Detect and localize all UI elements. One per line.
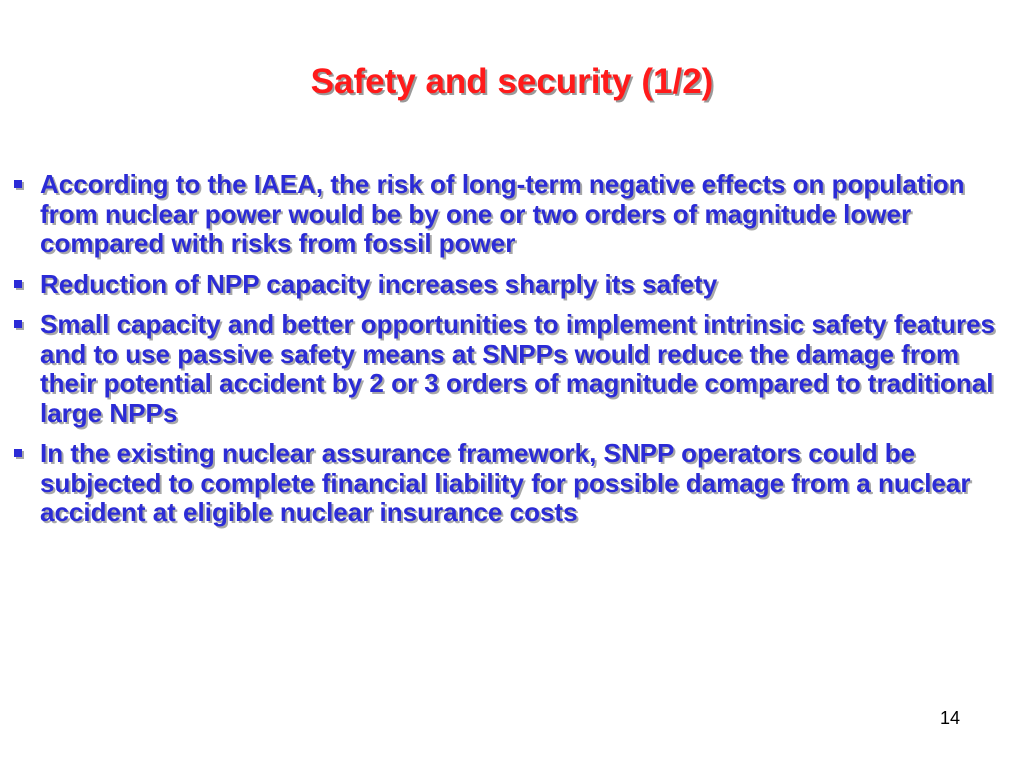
square-bullet-icon <box>14 449 22 457</box>
bullet-item <box>10 170 1010 259</box>
slide-title: Safety and security (1/2) <box>310 62 714 101</box>
square-bullet-icon <box>14 180 22 188</box>
bullet-text: In the existing nuclear assurance framework, SNPP operators could be subjected to complete financial liability for possible damage from a nuclear accident at eligible nuclear insurance costs <box>40 438 971 527</box>
bullet-text: According to the IAEA, the risk of long-term negative effects on population from nuclear power would be by one or two orders of magnitude lower compared with risks from fossil power <box>40 169 965 258</box>
bullet-text: Small capacity and better opportunities to implement intrinsic safety features and to use passive safety means at SNPPs would reduce the damage from their potential accident by 2 or 3 orders of magnitude compared to traditional large NPPs <box>40 309 996 428</box>
square-bullet-icon <box>14 280 22 288</box>
square-bullet-icon <box>14 320 22 328</box>
page-number: 14 <box>939 708 960 728</box>
bullet-item <box>10 439 1010 528</box>
bullet-item <box>10 310 1010 428</box>
bullet-list <box>10 170 1010 539</box>
bullet-item <box>10 270 1010 300</box>
bullet-text: Reduction of NPP capacity increases sharply its safety <box>40 268 718 299</box>
